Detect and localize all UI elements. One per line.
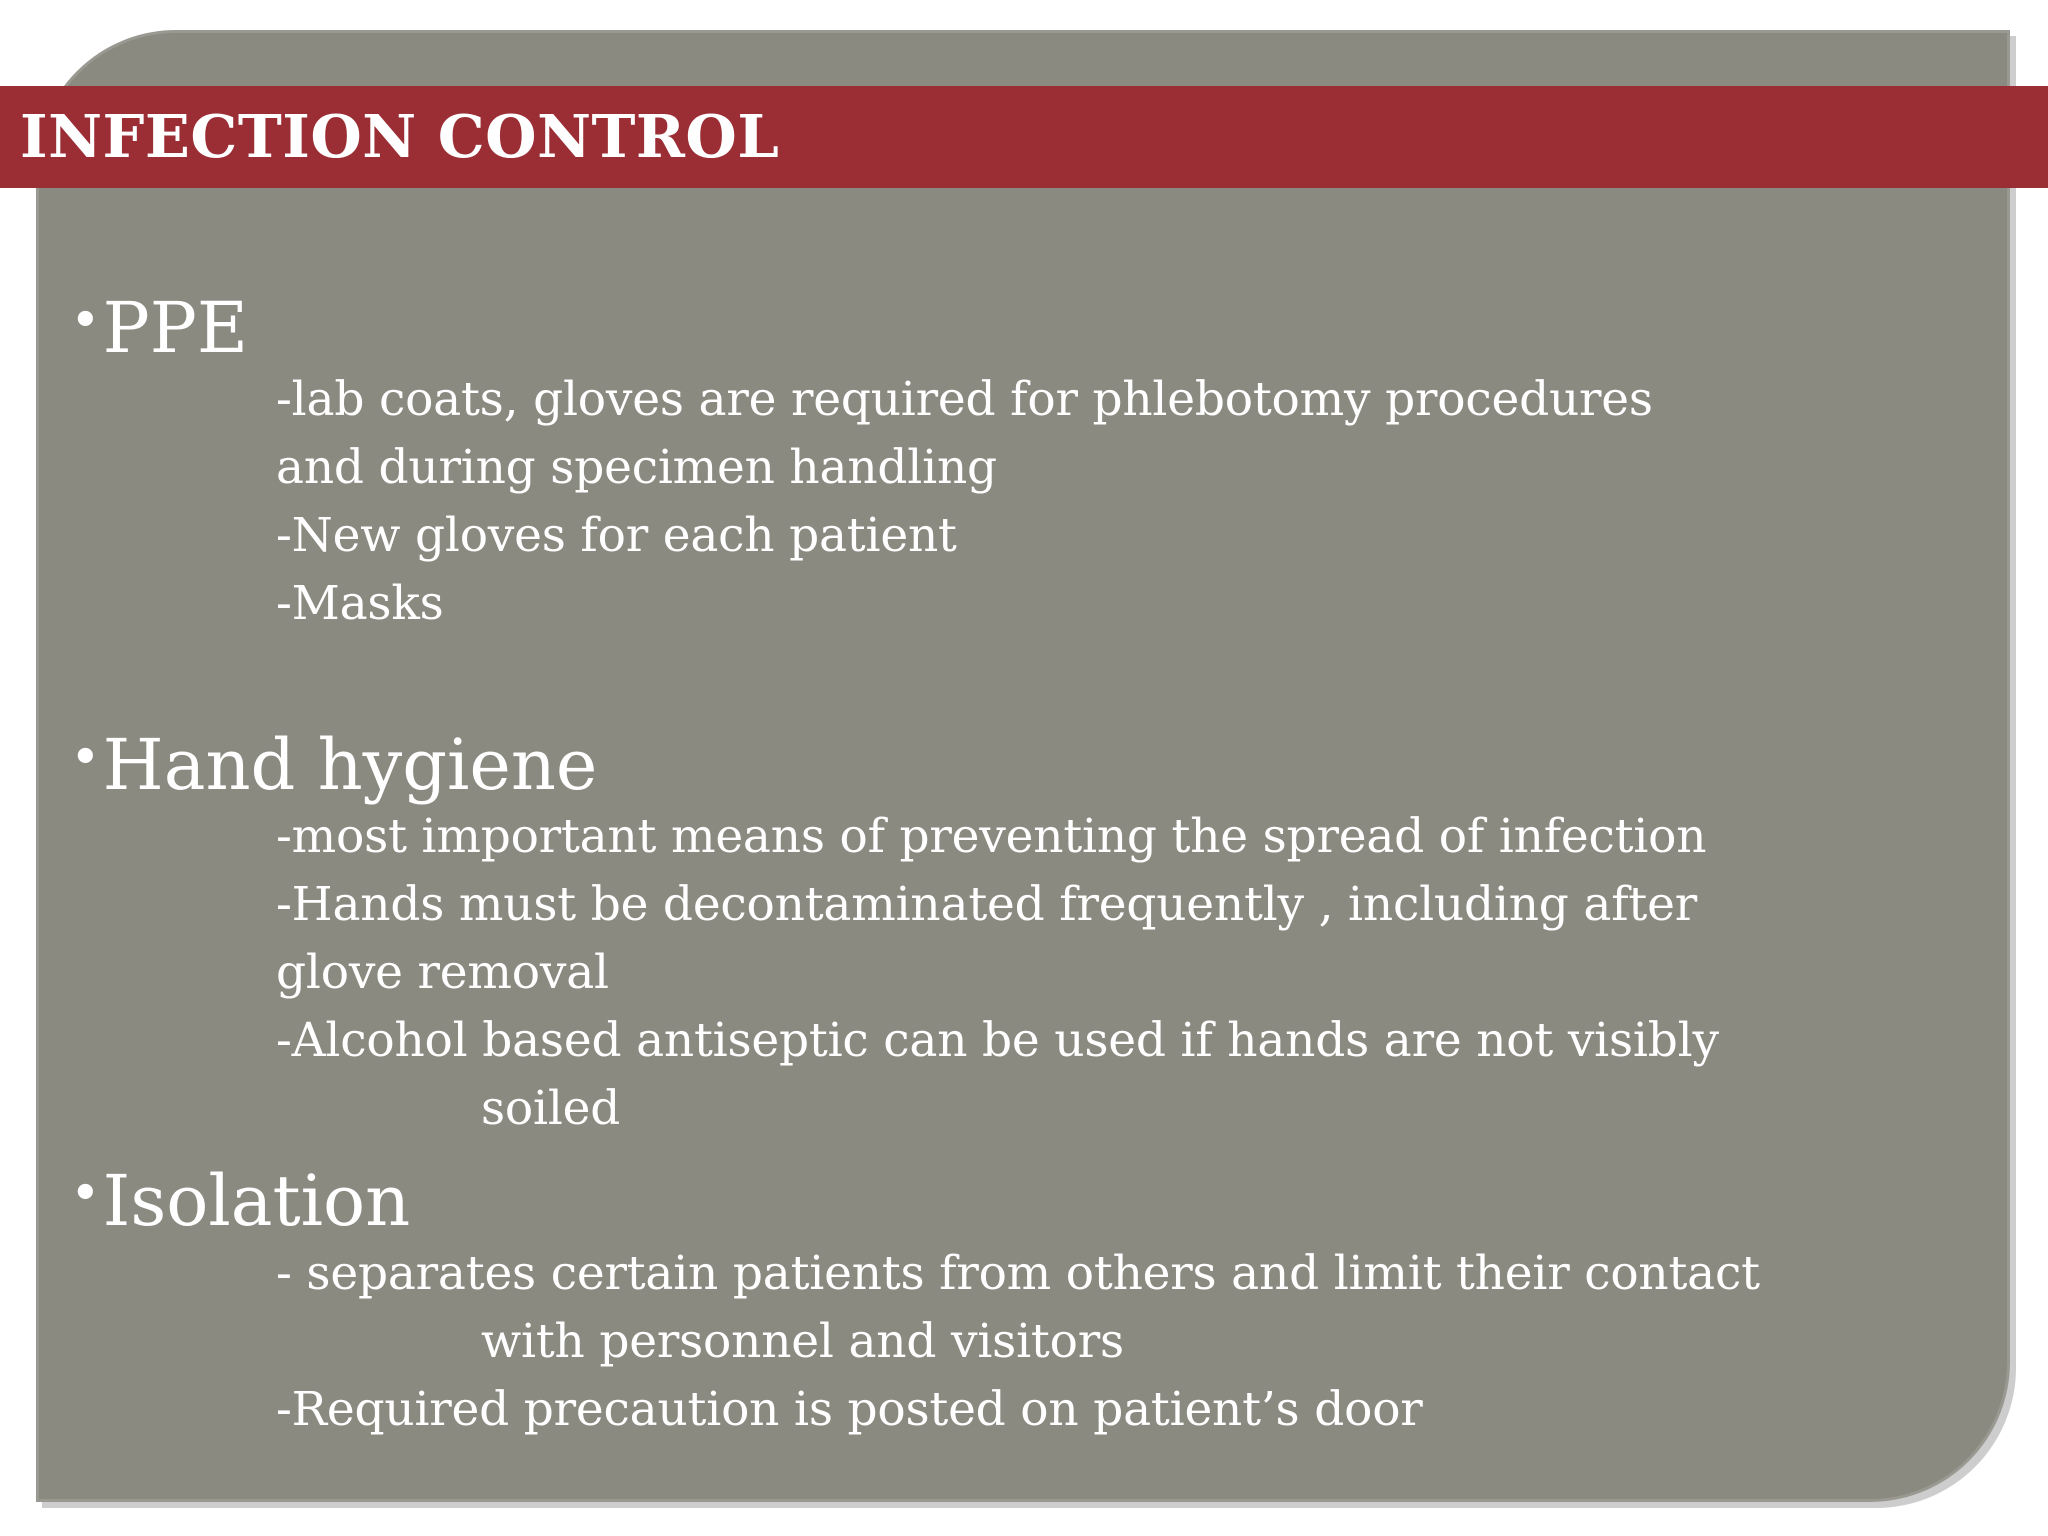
- isolation-line-2: with personnel and visitors: [481, 1314, 1124, 1369]
- heading-text: Isolation: [102, 1160, 411, 1242]
- heading-text: PPE: [102, 287, 248, 369]
- hand-hygiene-line-2: -Hands must be decontaminated frequently , including after: [276, 877, 1697, 932]
- hand-hygiene-line-1: -most important means of preventing the spread of infection: [276, 809, 1707, 864]
- isolation-line-3: -Required precaution is posted on patient’s door: [276, 1382, 1423, 1437]
- ppe-line-3: -New gloves for each patient: [276, 508, 957, 563]
- hand-hygiene-line-4: -Alcohol based antiseptic can be used if hands are not visibly: [276, 1013, 1719, 1068]
- bullet-icon: •: [70, 291, 101, 351]
- bullet-icon: •: [70, 728, 101, 788]
- ppe-line-2: and during specimen handling: [276, 440, 997, 495]
- isolation-line-1: - separates certain patients from others and limit their contact: [276, 1246, 1760, 1301]
- hand-hygiene-line-5: soiled: [481, 1081, 621, 1136]
- slide-title: INFECTION CONTROL: [20, 102, 780, 171]
- bullet-icon: •: [70, 1164, 101, 1224]
- heading-text: Hand hygiene: [102, 724, 598, 806]
- ppe-line-1: -lab coats, gloves are required for phlebotomy procedures: [276, 372, 1653, 427]
- section-heading-isolation: [70, 1154, 410, 1241]
- section-heading-ppe: [70, 281, 248, 368]
- ppe-line-4: -Masks: [276, 576, 444, 631]
- section-heading-hand-hygiene: [70, 718, 597, 805]
- hand-hygiene-line-3: glove removal: [276, 945, 609, 1000]
